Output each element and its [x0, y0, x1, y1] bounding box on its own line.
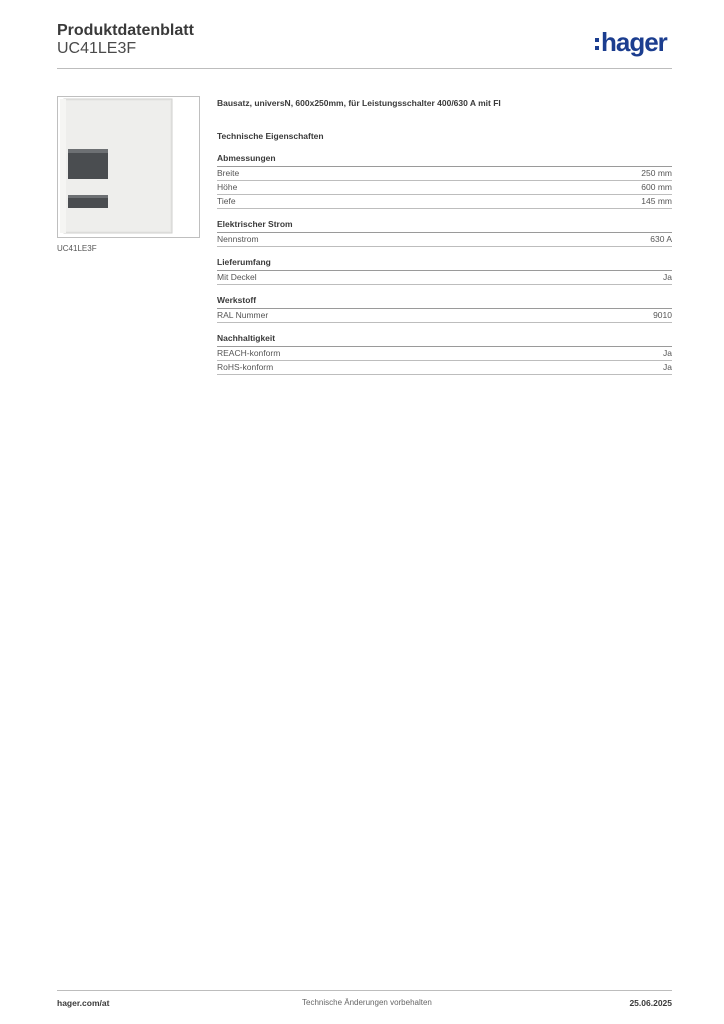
footer-website-link[interactable]: hager.com/at	[57, 998, 110, 1008]
product-description: Bausatz, universN, 600x250mm, für Leistungsschalter 400/630 A mit FI	[217, 98, 501, 108]
spec-group-title: Abmessungen	[217, 152, 672, 167]
spec-value: Ja	[663, 348, 672, 358]
spec-row	[217, 233, 672, 247]
spec-label: Tiefe	[217, 196, 236, 206]
spec-label: Höhe	[217, 182, 238, 192]
spec-value: 600 mm	[641, 182, 672, 192]
spec-row	[217, 167, 672, 181]
product-details	[217, 96, 672, 375]
spec-value: 630 A	[650, 234, 672, 244]
spec-row	[217, 195, 672, 209]
logo-dots-icon	[595, 38, 599, 50]
spec-group-title: Lieferumfang	[217, 256, 672, 271]
page-title: Produktdatenblatt	[57, 22, 194, 39]
spec-group	[217, 332, 672, 375]
footer-divider	[57, 990, 672, 991]
spec-row	[217, 347, 672, 361]
spec-label: REACH-konform	[217, 348, 281, 358]
header-divider	[57, 68, 672, 69]
spec-value: 145 mm	[641, 196, 672, 206]
spec-group	[217, 256, 672, 285]
spec-group	[217, 152, 672, 209]
spec-label: RAL Nummer	[217, 310, 269, 320]
footer-date: 25.06.2025	[629, 998, 672, 1008]
spec-group	[217, 294, 672, 323]
spec-value: Ja	[663, 272, 672, 282]
specs-groups	[217, 152, 672, 375]
spec-group-title: Werkstoff	[217, 294, 672, 309]
spec-label: Nennstrom	[217, 234, 259, 244]
spec-value: Ja	[663, 362, 672, 372]
spec-label: Breite	[217, 168, 240, 178]
spec-group-title: Nachhaltigkeit	[217, 332, 672, 347]
spec-row	[217, 181, 672, 195]
product-image-caption: UC41LE3F	[57, 244, 97, 253]
product-code: UC41LE3F	[57, 40, 137, 57]
spec-value: 9010	[653, 310, 672, 320]
product-image	[57, 96, 200, 238]
footer-notice: Technische Änderungen vorbehalten	[302, 998, 432, 1007]
enclosure-icon	[58, 97, 199, 237]
specs-heading: Technische Eigenschaften	[217, 131, 324, 141]
spec-row	[217, 309, 672, 323]
spec-value: 250 mm	[641, 168, 672, 178]
logo-wordmark: hager	[601, 27, 667, 57]
spec-group-title: Elektrischer Strom	[217, 218, 672, 233]
spec-label: Mit Deckel	[217, 272, 257, 282]
spec-label: RoHS-konform	[217, 362, 274, 372]
spec-row	[217, 361, 672, 375]
spec-group	[217, 218, 672, 247]
hager-logo[interactable]	[595, 27, 667, 57]
spec-row	[217, 271, 672, 285]
